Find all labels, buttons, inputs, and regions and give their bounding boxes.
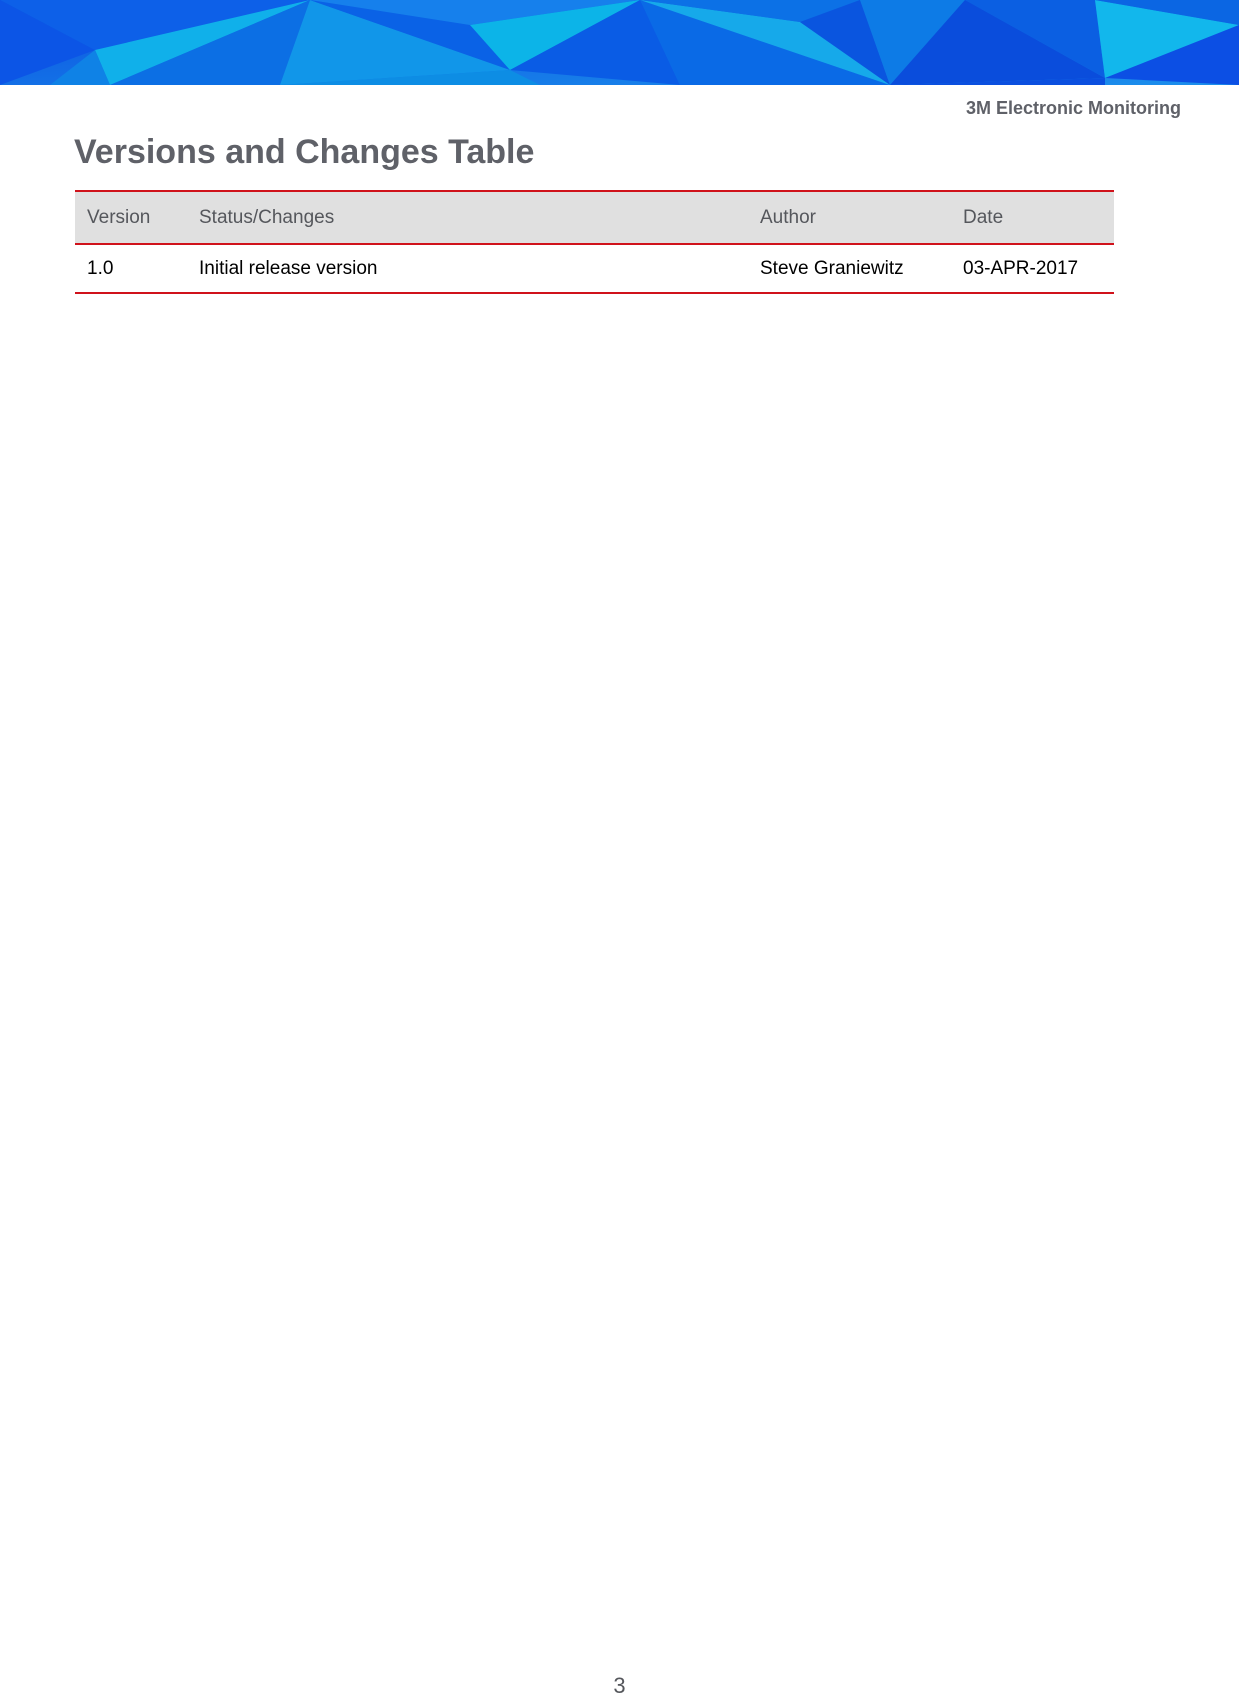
page-title: Versions and Changes Table (74, 133, 535, 171)
table-row (75, 244, 1114, 293)
column-header-date: Date (951, 191, 1114, 244)
column-header-version: Version (75, 191, 187, 244)
column-header-status-changes: Status/Changes (187, 191, 748, 244)
company-name: 3M Electronic Monitoring (965, 98, 1181, 118)
polygon-banner-graphic (0, 0, 1239, 85)
versions-table (75, 190, 1114, 294)
cell-version: 1.0 (75, 244, 187, 293)
table-header-row (75, 191, 1114, 244)
cell-author: Steve Graniewitz (748, 244, 951, 293)
cell-status-changes: Initial release version (187, 244, 748, 293)
page-number: 3 (613, 1673, 626, 1698)
cell-date: 03-APR-2017 (951, 244, 1114, 293)
column-header-author: Author (748, 191, 951, 244)
header-banner (0, 0, 1239, 85)
